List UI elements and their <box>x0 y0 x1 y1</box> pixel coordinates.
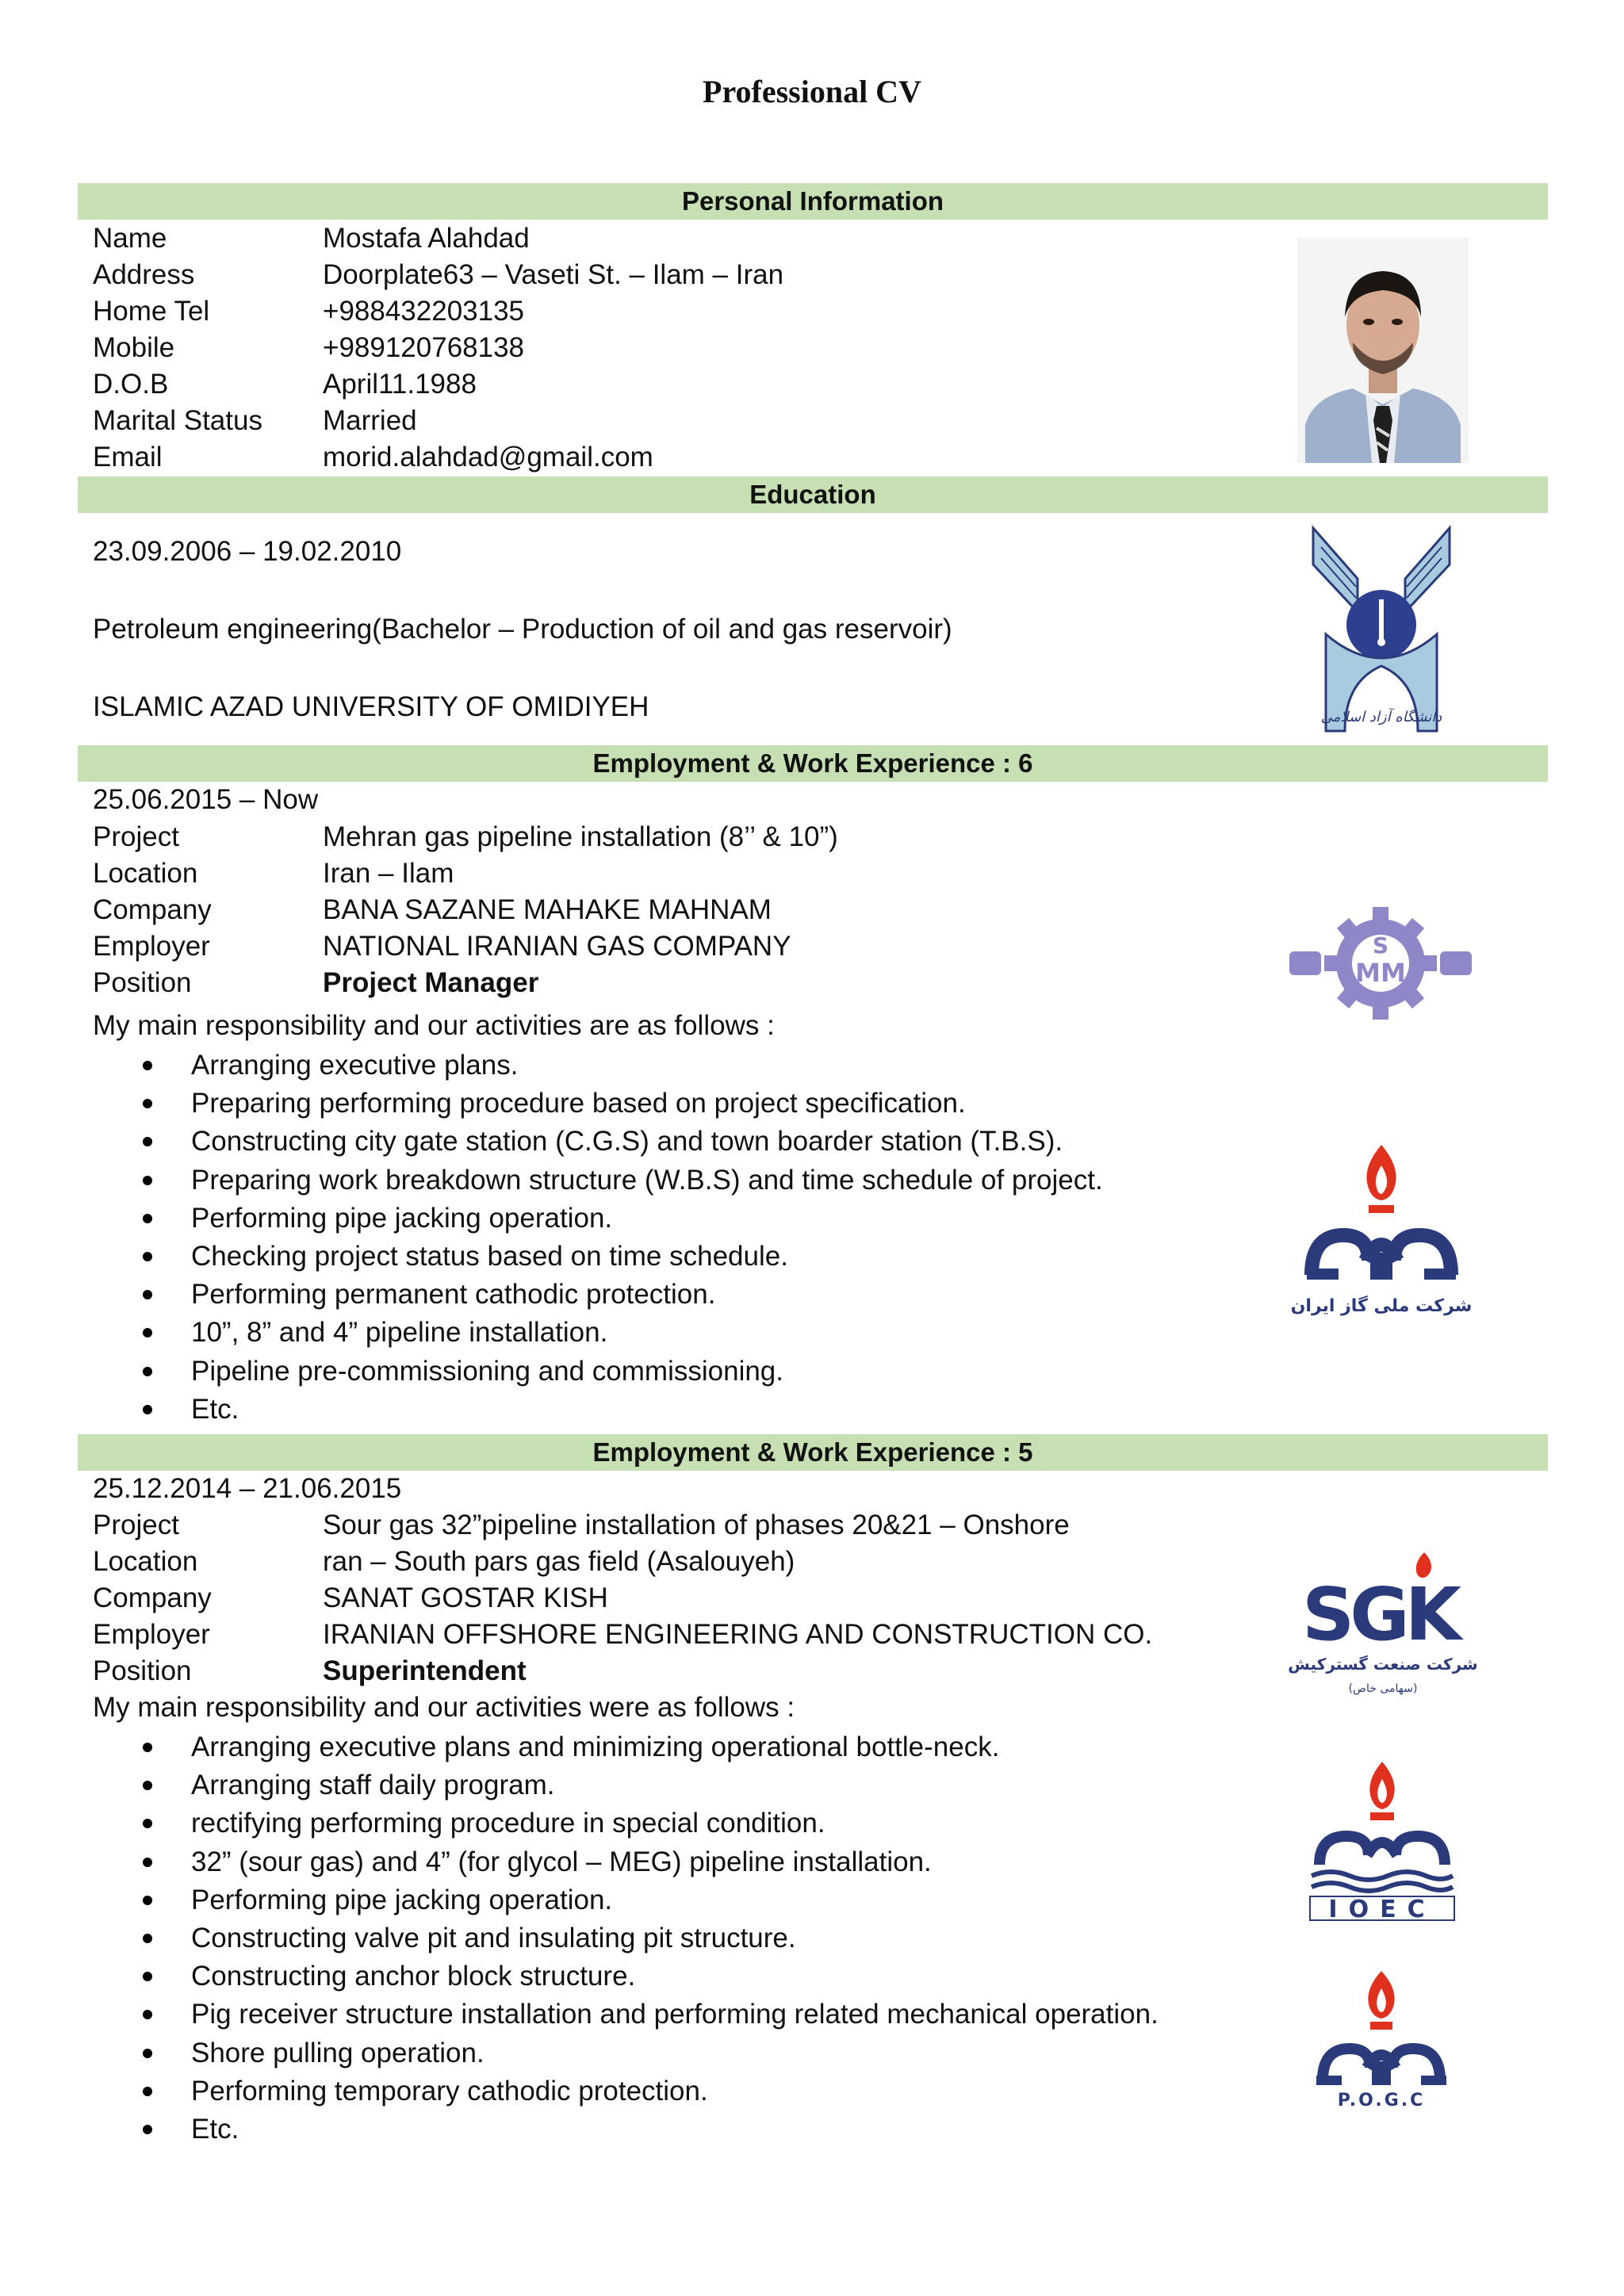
field-label: Name <box>93 223 167 254</box>
bullet-text: Performing pipe jacking operation. <box>191 1884 613 1915</box>
field-value: IRANIAN OFFSHORE ENGINEERING AND CONSTRUCTION CO. <box>323 1619 1153 1650</box>
bullet-text: Arranging staff daily program. <box>191 1770 555 1801</box>
personal-row-home-tel <box>93 293 524 330</box>
bullet-dot-icon <box>143 1290 152 1299</box>
bullet-dot-icon <box>143 1858 152 1867</box>
bullet-dot-icon <box>143 1781 152 1790</box>
field-value: +988432203135 <box>323 296 525 327</box>
education-university: ISLAMIC AZAD UNIVERSITY OF OMIDIYEH <box>93 691 649 722</box>
mahnam-logo <box>1283 904 1478 1023</box>
work6-intro: My main responsibility and our activities are as follows : <box>93 1010 775 1041</box>
bullet-text: Arranging executive plans and minimizing operational bottle-neck. <box>191 1732 1000 1762</box>
work6-dates: 25.06.2015 – Now <box>93 784 319 815</box>
bullet-dot-icon <box>143 1896 152 1905</box>
bullet-dot-icon <box>143 1137 152 1146</box>
field-value: Superintendent <box>323 1655 527 1686</box>
field-label: Email <box>93 442 163 473</box>
personal-row-name <box>93 220 530 257</box>
bullet-dot-icon <box>143 1328 152 1337</box>
bullet-dot-icon <box>143 1743 152 1752</box>
bullet-text: Preparing work breakdown structure (W.B.S) and time schedule of project. <box>191 1164 1103 1196</box>
work6-row-employer <box>93 928 791 965</box>
bullet-text: Constructing valve pit and insulating pit structure. <box>191 1923 796 1954</box>
work5-row-location <box>93 1544 795 1580</box>
field-value: April11.1988 <box>323 369 477 400</box>
field-value: Sour gas 32”pipeline installation of phases 20&21 – Onshore <box>323 1510 1070 1540</box>
education-dates: 23.09.2006 – 19.02.2010 <box>93 536 402 567</box>
field-value: Mehran gas pipeline installation (8’’ & 10”) <box>323 821 838 852</box>
bullet-text: 32” (sour gas) and 4” (for glycol – MEG) pipeline installation. <box>191 1846 932 1877</box>
work6-row-location <box>93 855 454 892</box>
personal-row-dob <box>93 366 477 403</box>
sgk-logo-subcaption: (سهامی خاص) <box>1348 1682 1418 1695</box>
field-label: Project <box>93 1510 179 1540</box>
field-value: Married <box>323 405 417 436</box>
page-title: Professional CV <box>703 74 921 109</box>
bullet-dot-icon <box>143 2049 152 2058</box>
email-link[interactable]: morid.alahdad@gmail.com <box>323 442 653 473</box>
field-label: Position <box>93 967 192 998</box>
field-value: Mostafa Alahdad <box>323 223 530 254</box>
work5-row-position <box>93 1653 527 1689</box>
pogc-logo-text: P.O.G.C <box>1337 2091 1426 2110</box>
work5-dates: 25.12.2014 – 21.06.2015 <box>93 1473 402 1504</box>
work6-row-position <box>93 965 538 1001</box>
field-label: Home Tel <box>93 296 210 327</box>
bullet-text: Shore pulling operation. <box>191 2037 485 2068</box>
field-label: Address <box>93 259 195 290</box>
field-value: Iran – Ilam <box>323 858 454 889</box>
field-label: Mobile <box>93 332 175 363</box>
field-value: Project Manager <box>323 967 539 998</box>
bullet-text: Preparing performing procedure based on project specification. <box>191 1088 966 1119</box>
sgk-logo-caption: شرکت صنعت گسترکیش <box>1288 1655 1478 1674</box>
bullet-dot-icon <box>143 1176 152 1185</box>
personal-row-mobile <box>93 330 524 366</box>
field-label: Marital Status <box>93 405 262 436</box>
field-value: NATIONAL IRANIAN GAS COMPANY <box>323 931 791 962</box>
nigc-logo <box>1290 1142 1473 1324</box>
pogc-logo <box>1310 1969 1453 2109</box>
work6-row-project <box>93 819 838 855</box>
bullet-text: rectifying performing procedure in special condition. <box>191 1808 825 1839</box>
bullet-text: Arranging executive plans. <box>191 1050 519 1081</box>
personal-row-marital-status <box>93 403 417 439</box>
bullet-dot-icon <box>143 2125 152 2134</box>
bullet-dot-icon <box>143 1252 152 1261</box>
nigc-logo-caption: شرکت ملی گاز ایران <box>1290 1296 1473 1316</box>
bullet-dot-icon <box>143 1819 152 1828</box>
section-header-education: Education <box>78 476 1548 513</box>
field-label: Position <box>93 1655 192 1686</box>
bullet-dot-icon <box>143 1214 152 1223</box>
mahnam-logo-text: MM <box>1355 958 1406 988</box>
section-header-work-6: Employment & Work Experience : 6 <box>78 745 1548 782</box>
work5-row-project <box>93 1507 1070 1544</box>
field-value[interactable] <box>323 439 653 476</box>
field-value: ran – South pars gas field (Asalouyeh) <box>323 1546 795 1577</box>
bullet-dot-icon <box>143 1061 152 1070</box>
bullet-text: Performing pipe jacking operation. <box>191 1202 613 1234</box>
work5-row-employer <box>93 1617 1152 1653</box>
bullet-dot-icon <box>143 1367 152 1376</box>
field-label: Location <box>93 1546 198 1577</box>
bullet-dot-icon <box>143 1934 152 1943</box>
bullet-text: Etc. <box>191 2114 239 2145</box>
bullet-dot-icon <box>143 1099 152 1108</box>
bullet-dot-icon <box>143 1972 152 1981</box>
personal-row-address <box>93 257 783 293</box>
field-label: Company <box>93 894 212 925</box>
bullet-text: Pig receiver structure installation and performing related mechanical operation. <box>191 1999 1159 2030</box>
sgk-logo <box>1288 1551 1478 1700</box>
field-label: Location <box>93 858 198 889</box>
field-label: Employer <box>93 931 210 962</box>
bullet-dot-icon <box>143 2087 152 2096</box>
bullet-text: Performing permanent cathodic protection. <box>191 1279 716 1311</box>
section-header-work-5: Employment & Work Experience : 5 <box>78 1434 1548 1471</box>
field-value: Doorplate63 – Vaseti St. – Ilam – Iran <box>323 259 784 290</box>
bullet-dot-icon <box>143 1405 152 1414</box>
svg-text:S: S <box>1372 932 1389 959</box>
field-label: Company <box>93 1582 212 1613</box>
ioec-logo-text: IOEC <box>1328 1896 1436 1923</box>
bullet-text: Constructing city gate station (C.G.S) and town boarder station (T.B.S). <box>191 1126 1063 1158</box>
university-logo-caption: دانشگاه آزاد اسلامی <box>1320 709 1442 725</box>
sgk-logo-letters: SGK <box>1302 1572 1457 1657</box>
field-value: SANAT GOSTAR KISH <box>323 1582 608 1613</box>
work5-intro: My main responsibility and our activities were as follows : <box>93 1692 795 1723</box>
bullet-text: Pipeline pre-commissioning and commissioning. <box>191 1355 783 1387</box>
bullet-text: Checking project status based on time schedule. <box>191 1241 788 1272</box>
bullet-text: Constructing anchor block structure. <box>191 1961 636 1992</box>
field-value: BANA SAZANE MAHAKE MAHNAM <box>323 894 772 925</box>
bullet-text: Etc. <box>191 1393 239 1425</box>
personal-row-email <box>93 439 653 476</box>
ioec-logo <box>1307 1760 1457 1923</box>
bullet-dot-icon <box>143 2010 152 2019</box>
university-logo <box>1310 523 1453 737</box>
education-degree: Petroleum engineering(Bachelor – Production of oil and gas reservoir) <box>93 614 952 645</box>
work6-row-company <box>93 892 772 928</box>
field-label: D.O.B <box>93 369 169 400</box>
bullet-text: Performing temporary cathodic protection. <box>191 2075 708 2107</box>
field-label: Project <box>93 821 179 852</box>
field-value: +989120768138 <box>323 332 525 363</box>
profile-photo <box>1297 238 1469 463</box>
section-header-personal: Personal Information <box>78 183 1548 220</box>
field-label: Employer <box>93 1619 210 1650</box>
bullet-text: 10”, 8” and 4” pipeline installation. <box>191 1317 608 1349</box>
work5-row-company <box>93 1580 608 1617</box>
